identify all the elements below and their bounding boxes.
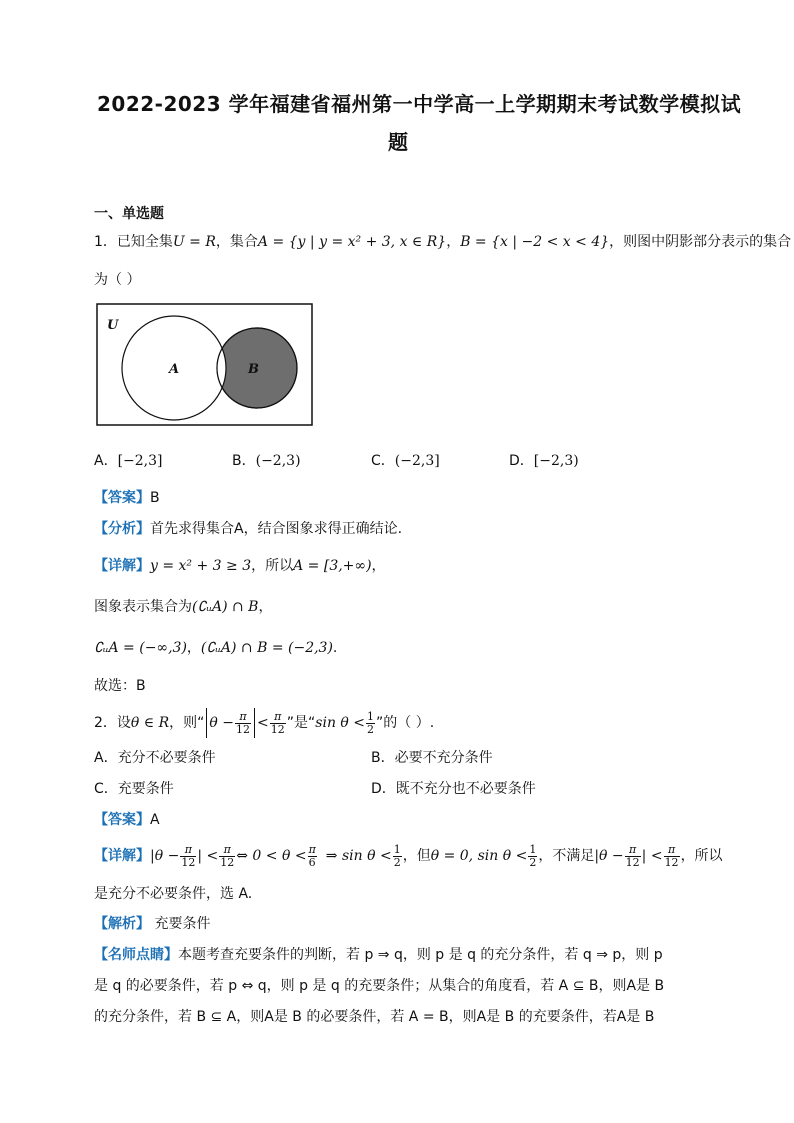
q2-theta-in-r: θ ∈ R [130, 715, 170, 731]
line-end: ， [258, 599, 273, 615]
option-label: B． [371, 750, 395, 766]
pi-over-6-fraction [308, 844, 317, 869]
q1-line-b [94, 638, 337, 658]
q1-option-b [232, 451, 301, 471]
q1-set-b: B = {x | −2 < x < 4} [460, 234, 610, 250]
q1-stem-line1 [94, 232, 791, 252]
option-value: [−2,3] [117, 453, 163, 469]
fraction-denominator: 6 [308, 855, 316, 869]
intersection-math: (∁ᵤA) ∩ B = (−2,3) [200, 640, 333, 656]
answer-value: A [150, 812, 160, 828]
q2-lead: 2．设 [94, 715, 131, 731]
complement-math: ∁ᵤA = (−∞,3) [94, 640, 187, 656]
q2-stem [94, 706, 434, 740]
q2-tip-line1 [94, 945, 663, 965]
document-title-line1: 2022-2023 学年福建省福州第一中学高一上学期期末考试数学模拟试 [97, 92, 742, 116]
option-label: C． [94, 781, 118, 797]
q1-option-a [94, 451, 163, 471]
q2-option-d [371, 779, 536, 799]
option-value: 既不充分也不必要条件 [395, 781, 536, 797]
one-half-fraction [528, 844, 537, 869]
q2-tail: ”的（ ）. [376, 715, 435, 731]
q1-option-d [509, 451, 579, 471]
fraction-numerator: π [308, 842, 316, 856]
fraction-denominator: 12 [664, 855, 679, 869]
one-half-fraction [366, 711, 375, 736]
q1-stem-line2: 为（ ） [94, 272, 141, 288]
fraction-denominator: 2 [393, 855, 401, 869]
fraction-numerator: π [219, 844, 235, 857]
venn-b-label: B [248, 362, 259, 377]
q2-detail-line2: 是充分不必要条件，选 A. [94, 886, 253, 902]
option-label: C． [371, 453, 395, 469]
q2-option-c [94, 779, 174, 799]
fraction-numerator: π [235, 711, 251, 724]
pi-over-12-fraction [180, 844, 196, 869]
detail-abs-start: |θ − [150, 848, 180, 864]
option-label: D． [371, 781, 396, 797]
detail-end: ， [371, 558, 386, 574]
answer-tag: 【答案】 [94, 490, 150, 506]
option-label: B． [232, 453, 256, 469]
q1-analysis [94, 519, 402, 539]
q2-answer [94, 810, 160, 830]
fraction-denominator: 12 [270, 722, 285, 736]
one-half-fraction [393, 844, 402, 869]
jiexi-tag: 【解析】 [94, 916, 150, 932]
pi-over-12-fraction [270, 711, 286, 736]
less-than: < [257, 715, 269, 731]
venn-u-label: U [107, 318, 119, 333]
q1-stem-start: 1．已知全集 [94, 234, 173, 250]
q2-quote-mid: ”是“ [286, 715, 316, 731]
q2-option-b [371, 748, 493, 768]
fraction-numerator: 1 [393, 842, 401, 856]
pi-over-12-fraction [625, 844, 641, 869]
analysis-tag: 【分析】 [94, 521, 150, 537]
venn-diagram [94, 302, 316, 429]
q2-jiexi [94, 914, 210, 934]
detail-text: ，所以 [251, 558, 294, 574]
option-value: (−2,3) [255, 453, 301, 469]
line-end: . [332, 640, 338, 656]
venn-a-label: A [169, 362, 180, 377]
q2-detail [94, 839, 723, 873]
tip-text: 本题考查充要条件的判断，若 p ⇒ q，则 p 是 q 的充分条件，若 q ⇒ p，则 p [178, 947, 663, 963]
q1-choose: 故选：B [94, 678, 146, 694]
detail-tag: 【详解】 [94, 558, 150, 574]
q1-stem-mid: ，集合 [215, 234, 258, 250]
detail-tag: 【详解】 [94, 848, 150, 864]
q2-sin-expr: sin θ < [315, 715, 366, 731]
fraction-numerator: π [180, 844, 196, 857]
detail-text-2: ，不满足 [538, 848, 595, 864]
detail-text-1: ，但 [402, 848, 431, 864]
fraction-numerator: π [270, 711, 286, 724]
option-value: 充分不必要条件 [117, 750, 216, 766]
q1-stem-comma: ， [446, 234, 461, 250]
q1-stem-end: ，则图中阴影部分表示的集合 [609, 234, 792, 250]
fraction-numerator: π [664, 844, 680, 857]
jiexi-text: 充要条件 [150, 916, 211, 932]
option-value: 充要条件 [117, 781, 174, 797]
detail-abs-end: | < [197, 848, 219, 864]
fraction-denominator: 12 [625, 855, 640, 869]
fraction-denominator: 2 [367, 722, 375, 736]
q1-answer [94, 488, 160, 508]
fraction-numerator: 1 [529, 842, 537, 856]
line-text: 图象表示集合为 [94, 599, 192, 615]
tip-tag: 【名师点睛】 [94, 947, 178, 963]
fraction-numerator: π [625, 844, 641, 857]
section-heading: 一、单选题 [94, 206, 164, 222]
q2-abs-expr: θ − [209, 715, 235, 731]
answer-value: B [150, 490, 160, 506]
option-value: (−2,3] [394, 453, 440, 469]
detail-abs-start-2: |θ − [594, 848, 624, 864]
q2-option-a [94, 748, 216, 768]
fraction-numerator: 1 [367, 709, 375, 723]
q1-set-a: A = {y | y = x² + 3, x ∈ R} [257, 234, 447, 250]
detail-text-3: ，所以 [680, 848, 723, 864]
fraction-denominator: 12 [181, 855, 196, 869]
pi-over-12-fraction [219, 844, 235, 869]
detail-math-2: A = [3,+∞) [293, 558, 372, 574]
detail-range: ⇔ 0 < θ < [236, 848, 307, 864]
option-value: 必要不充分条件 [394, 750, 493, 766]
option-value: [−2,3) [533, 453, 579, 469]
fraction-denominator: 12 [220, 855, 235, 869]
pi-over-12-fraction [235, 711, 251, 736]
detail-math: y = x² + 3 ≥ 3 [150, 558, 252, 574]
fraction-denominator: 12 [236, 722, 251, 736]
q2-tip-line3: 的充分条件，若 B ⊆ A，则A是 B 的必要条件，若 A = B，则A是 B 的充要条件，若A是 B [94, 1009, 655, 1025]
document-title-line2: 题 [388, 130, 409, 154]
detail-counter: θ = 0, sin θ < [430, 848, 528, 864]
q1-option-c [371, 451, 440, 471]
line-sep: ， [186, 640, 201, 656]
line-math: (∁ᵤA) ∩ B [192, 599, 259, 615]
abs-bar-left [206, 708, 207, 738]
abs-bar-right [254, 708, 255, 738]
q2-comma: ，则“ [169, 715, 205, 731]
q2-tip-line2: 是 q 的必要条件，若 p ⇔ q，则 p 是 q 的充要条件；从集合的角度看，若 A ⊆ B，则A是 B [94, 978, 665, 994]
q1-line-a [94, 597, 272, 617]
pi-over-12-fraction [664, 844, 680, 869]
option-label: A． [94, 750, 118, 766]
option-label: D． [509, 453, 534, 469]
analysis-text: 首先求得集合A，结合图象求得正确结论. [150, 521, 403, 537]
q1-universe: U = R [172, 234, 216, 250]
option-label: A． [94, 453, 118, 469]
answer-tag: 【答案】 [94, 812, 150, 828]
detail-abs-end-2: | < [641, 848, 663, 864]
q1-detail [94, 556, 386, 576]
fraction-denominator: 2 [529, 855, 537, 869]
detail-sin: ⇒ sin θ < [325, 848, 392, 864]
